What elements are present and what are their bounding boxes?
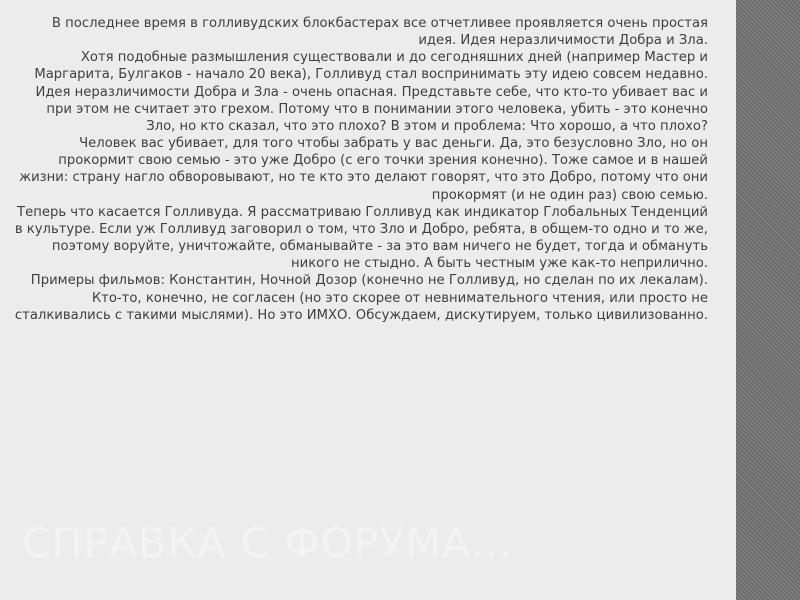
side-pattern-band — [736, 0, 800, 600]
paragraph-conclusion: Кто-то, конечно, не согласен (но это скорее от невнимательного чтения, или просто не сталкивались с такими мыслями). Но это ИМХО. Обсуждаем, дискутируем, только цивилизованно. — [14, 290, 708, 323]
paragraph-films: Примеры фильмов: Константин, Ночной Дозор (конечно не Голливуд, но сделан по их лекалам). — [30, 273, 708, 289]
paragraph-example: Человек вас убивает, для того чтобы забрать у вас деньги. Да, это безусловно Зло, но он прокормит свою семью - это уже Добро (с его точки зрения конечно). Тоже самое и в нашей жизни: страну нагло обворовывают, но те кто это делают говорят, что это Добро, потому что они прокормят (и не один раз) свою семью. — [19, 136, 708, 203]
paragraph-hollywood: Теперь что касается Голливуда. Я рассматриваю Голливуд как индикатор Глобальных Тенденций в культуре. Если уж Голливуд заговорил о том, что Зло и Добро, ребята, в общем-то одно и то же, поэтому воруйте, уничтожайте, обманывайте - за это вам ничего не будет, тогда и обмануть никого не стыдно. А быть честным уже как-то неприлично. — [14, 204, 708, 272]
paragraph-danger: Идея неразличимости Добра и Зла - очень опасная. Представьте себе, что кто-то убивает вас и при этом не считает это грехом. Потому что в понимании этого человека, убить - это конечно Зло, но кто сказал, что это плохо? В этом и проблема: Что хорошо, а что плохо? — [35, 84, 708, 134]
paragraph-history: Хотя подобные размышления существовали и до сегодняшних дней (например Мастер и Маргарита, Булгаков - начало 20 века), Голливуд стал воспринимать эту идею совсем недавно. — [34, 50, 708, 83]
paragraph-intro: В последнее время в голливудских блокбастерах все отчетливее проявляется очень простая идея. Идея неразличимости Добра и Зла. — [51, 16, 708, 49]
body-text — [14, 15, 708, 324]
slide-title: СПРАВКА С ФОРУМА… — [22, 519, 513, 567]
